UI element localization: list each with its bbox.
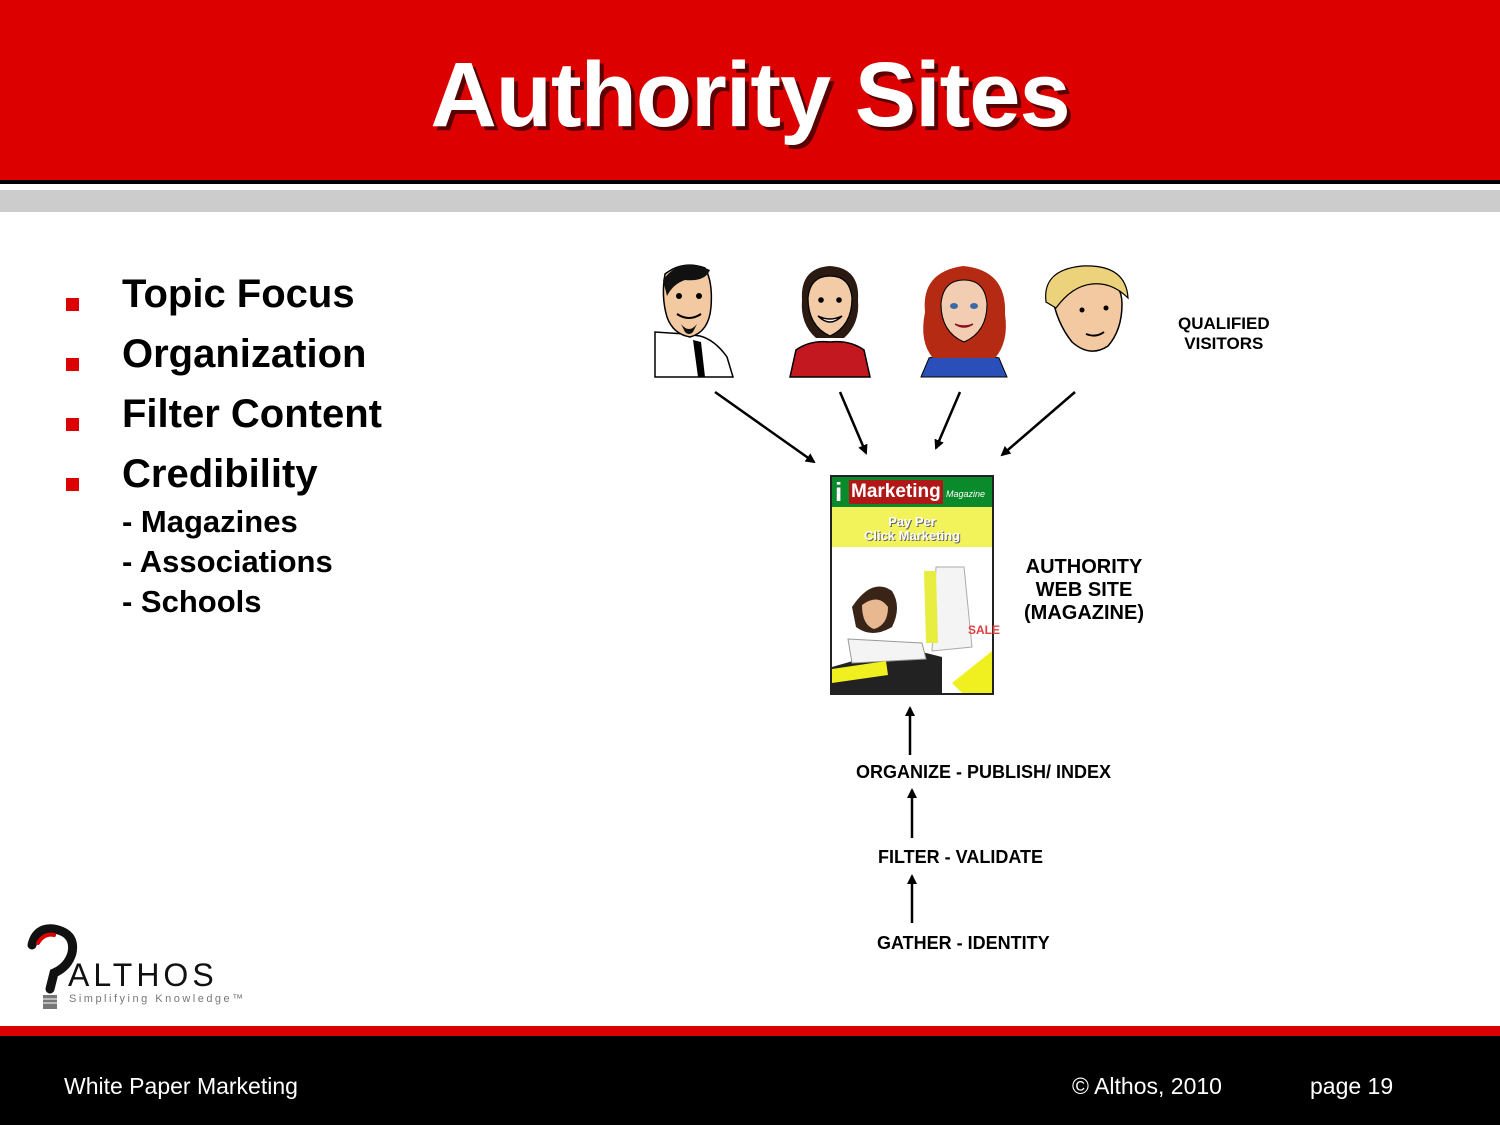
footer-bar	[0, 1036, 1500, 1125]
label-line: QUALIFIED	[1178, 314, 1270, 333]
footer-red-stripe	[0, 1026, 1500, 1036]
authority-web-site-label	[1024, 556, 1144, 625]
square-bullet-icon	[66, 358, 79, 371]
magazine-headline	[832, 515, 992, 543]
bullet-text: Credibility	[122, 452, 318, 496]
logo-tagline: Simplifying Knowledge™	[69, 993, 246, 1005]
arrow-visitor-2	[840, 392, 866, 453]
label-line: AUTHORITY	[1025, 556, 1143, 578]
sub-bullet-list	[122, 502, 333, 622]
square-bullet-icon	[66, 478, 79, 491]
magazine-cover-art	[832, 507, 1001, 693]
magazine-headline-line: Pay Per	[888, 514, 936, 529]
magazine-brand-suffix: Magazine	[946, 489, 986, 499]
bullet-text: Filter Content	[122, 392, 382, 436]
logo-wordmark: ALTHOS	[68, 957, 218, 993]
magazine-brand-i: i	[835, 477, 843, 507]
header-divider	[0, 190, 1500, 212]
title-banner	[0, 0, 1500, 184]
label-line: VISITORS	[1184, 334, 1264, 353]
sub-bullet-item: - Magazines	[122, 504, 298, 539]
arrow-visitor-3	[936, 392, 960, 448]
arrow-visitor-4	[1002, 392, 1075, 455]
magazine-sale-text: SALE	[968, 623, 1001, 637]
magazine-headline-line: Click Marketing	[863, 528, 961, 543]
sub-bullet-item: - Schools	[122, 584, 262, 619]
authority-site-diagram	[640, 250, 1500, 970]
footer-page-number: page 19	[1310, 1073, 1394, 1099]
magazine-masthead	[832, 477, 992, 507]
arrow-visitor-1	[715, 392, 814, 462]
magazine-cover	[830, 475, 1001, 695]
woman-with-laptop-illustration	[832, 547, 992, 693]
filter-step-label: FILTER - VALIDATE	[878, 847, 1043, 867]
althos-logo	[24, 925, 264, 1015]
sub-bullet-item: - Associations	[122, 544, 333, 579]
bullet-text: Organization	[122, 332, 367, 376]
label-line: WEB SITE	[1035, 579, 1133, 601]
bullet-text: Topic Focus	[122, 272, 355, 316]
magazine-brand: Marketing	[851, 481, 941, 502]
square-bullet-icon	[66, 298, 79, 311]
gather-step-label: GATHER - IDENTITY	[877, 933, 1050, 953]
label-line: (MAGAZINE)	[1024, 602, 1144, 624]
footer-title: White Paper Marketing	[64, 1073, 298, 1099]
slide-title: Authority Sites	[430, 44, 1070, 146]
organize-step-label: ORGANIZE - PUBLISH/ INDEX	[856, 762, 1112, 782]
square-bullet-icon	[66, 418, 79, 431]
footer-copyright: © Althos, 2010	[1072, 1073, 1222, 1099]
